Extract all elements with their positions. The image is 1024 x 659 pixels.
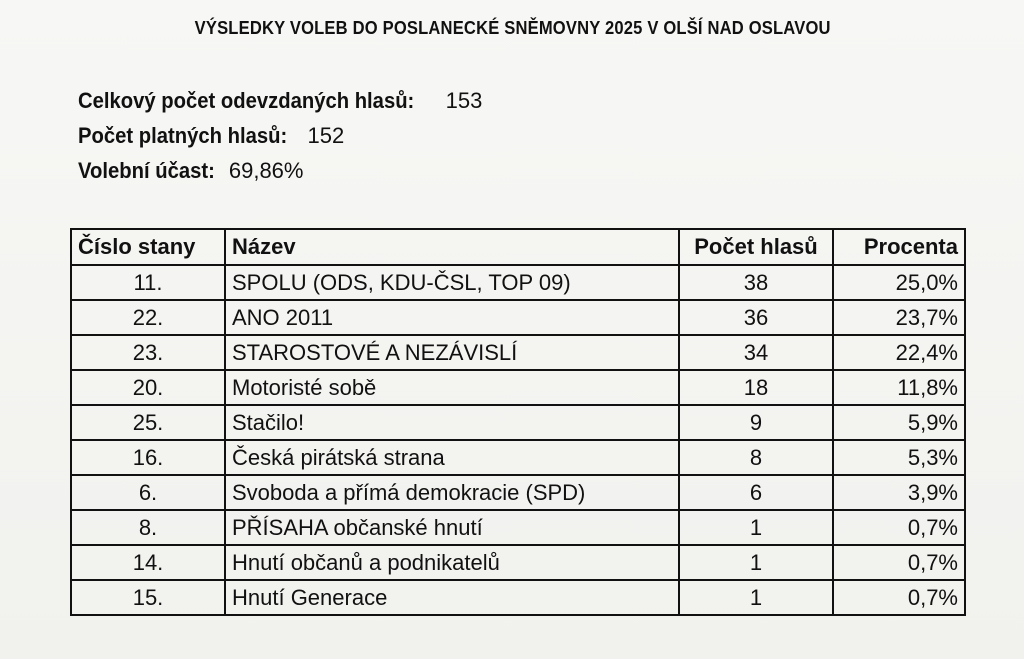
cell-votes: 18 [679, 370, 833, 405]
cell-percent: 5,9% [833, 405, 965, 440]
cell-percent: 3,9% [833, 475, 965, 510]
stat-label: Celkový počet odevzdaných hlasů: [78, 88, 415, 113]
table-header-row [71, 229, 965, 265]
cell-name: Stačilo! [225, 405, 679, 440]
cell-percent: 22,4% [833, 335, 965, 370]
stat-label: Počet platných hlasů: [78, 123, 288, 148]
results-table [70, 228, 966, 616]
cell-votes: 34 [679, 335, 833, 370]
cell-percent: 11,8% [833, 370, 965, 405]
cell-number: 11. [71, 265, 225, 300]
column-header-votes: Počet hlasů [679, 229, 833, 265]
column-header-name: Název [225, 229, 679, 265]
table-row [71, 335, 965, 370]
cell-name: PŘÍSAHA občanské hnutí [225, 510, 679, 545]
cell-number: 6. [71, 475, 225, 510]
cell-name: STAROSTOVÉ A NEZÁVISLÍ [225, 335, 679, 370]
cell-votes: 38 [679, 265, 833, 300]
table-row [71, 545, 965, 580]
cell-votes: 6 [679, 475, 833, 510]
cell-name: ANO 2011 [225, 300, 679, 335]
cell-percent: 0,7% [833, 545, 965, 580]
cell-name: Svoboda a přímá demokracie (SPD) [225, 475, 679, 510]
cell-name: Hnutí občanů a podnikatelů [225, 545, 679, 580]
cell-number: 16. [71, 440, 225, 475]
stat-total-votes [78, 86, 482, 121]
table-row [71, 475, 965, 510]
stat-value: 69,86% [228, 158, 304, 183]
cell-votes: 1 [679, 545, 833, 580]
stat-value: 152 [307, 123, 345, 148]
cell-percent: 23,7% [833, 300, 965, 335]
cell-number: 22. [71, 300, 225, 335]
cell-name: Česká pirátská strana [225, 440, 679, 475]
stat-value: 153 [445, 88, 483, 113]
cell-percent: 25,0% [833, 265, 965, 300]
column-header-percent: Procenta [833, 229, 965, 265]
cell-votes: 8 [679, 440, 833, 475]
column-header-number: Číslo stany [71, 229, 225, 265]
stat-valid-votes [78, 121, 482, 156]
cell-name: SPOLU (ODS, KDU-ČSL, TOP 09) [225, 265, 679, 300]
cell-number: 15. [71, 580, 225, 615]
summary-stats [78, 86, 482, 191]
cell-number: 8. [71, 510, 225, 545]
stat-turnout [78, 156, 482, 191]
cell-percent: 0,7% [833, 580, 965, 615]
table-row [71, 510, 965, 545]
cell-votes: 9 [679, 405, 833, 440]
cell-number: 25. [71, 405, 225, 440]
table-row [71, 405, 965, 440]
table-row [71, 440, 965, 475]
table-row [71, 580, 965, 615]
cell-votes: 1 [679, 580, 833, 615]
cell-name: Hnutí Generace [225, 580, 679, 615]
cell-number: 23. [71, 335, 225, 370]
cell-votes: 36 [679, 300, 833, 335]
cell-votes: 1 [679, 510, 833, 545]
table-row [71, 370, 965, 405]
cell-name: Motoristé sobě [225, 370, 679, 405]
cell-number: 20. [71, 370, 225, 405]
cell-percent: 5,3% [833, 440, 965, 475]
cell-number: 14. [71, 545, 225, 580]
table-row [71, 300, 965, 335]
cell-percent: 0,7% [833, 510, 965, 545]
page-title: VÝSLEDKY VOLEB DO POSLANECKÉ SNĚMOVNY 2025 V OLŠÍ NAD OSLAVOU [194, 18, 831, 38]
table-row [71, 265, 965, 300]
stat-label: Volební účast: [78, 158, 215, 183]
